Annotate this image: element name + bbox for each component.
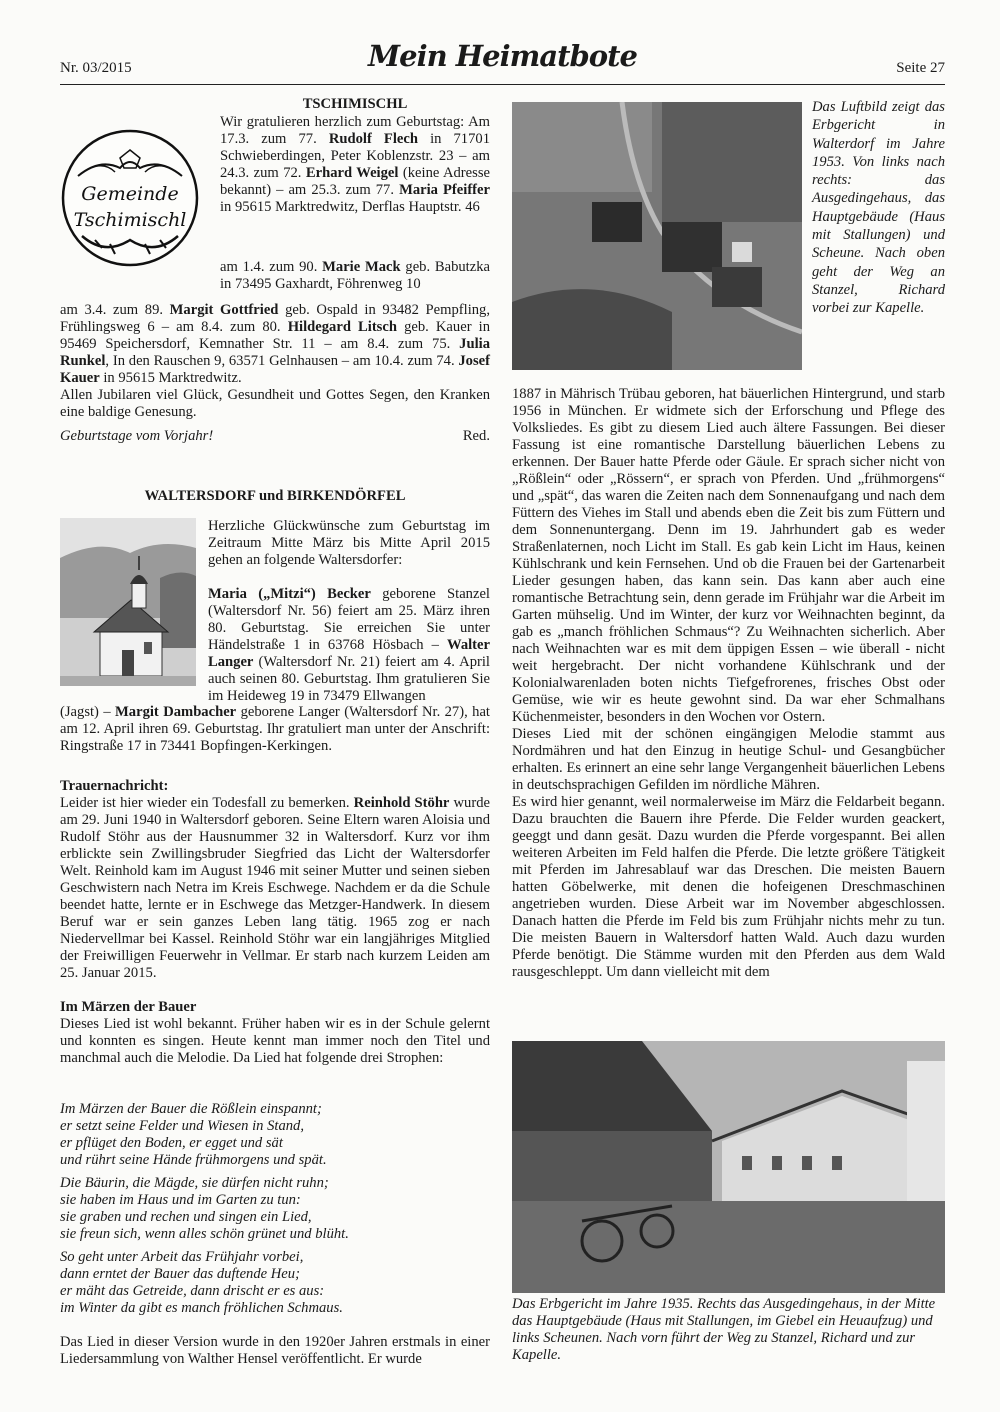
person-name: Julia Runkel <box>60 336 490 369</box>
seal-line-2: Tschimischl <box>73 209 187 231</box>
text-segment: geborene Langer (Waltersdorf Nr. 27), hat am 12. April ihren 69. Geburtstag. Ihr gratuliert man unter der Anschrift: Ringstraße 17 in 73441 Bopfingen-Kerkingen. <box>60 704 490 754</box>
person-name: Erhard Weigel <box>305 165 399 181</box>
page-header <box>60 39 945 85</box>
text-segment: wurde am 29. Juni 1940 in Waltersdorf geboren. Seine Eltern waren Aloisia und Rudolf Stöhr aus der Hausnummer 32 in Waltersdorf. Kurz vor ihm erblickte sein Zwillingsbruder Siegfried das Licht der Waltersdorfer Welt. Reinhold kam im August 1946 mit seiner Mutter und seinen sieben Geschwistern nach Netra im Kreis Eschwege. Nachdem er da die Schule beendet hatte, lernte er in Eschwege das Metzger-Handwerk. In diesem Beruf war er sein ganzes Leben lang tätig. 1965 zog er nach Niedervellmar bei Kassel. Reinhold Stöhr war ein langjähriges Mitglied der Freiwilligen Feuerwehr in Vellmar. Er starb nach kurzem Leiden am 25. Januar 2015. <box>60 795 490 981</box>
song-continued-paragraph-3: Es wird hier genannt, weil normalerweise im März die Feldarbeit begann. Dazu brauchten die Bauern ihre Pferde. Die Felder wurden geackert, geeggt und dann gesät. Dazu wurden die Pferde vorgespannt. Bei allen weiteren Arbeiten im Feld halfen die Pferde. Die letzte größere Tätigkeit mit Pferden im Jahresablauf war das Dreschen. Die meisten Bauern hatten Göbelwerke, mit denen die hofeigenen Dreschmaschinen angetrieben wurden. Diese Arbeit war im November abgeschlossen. Danach hatten die Pferde im Feld bis zum Frühjahr nichts mehr zu tun. Die meisten Bauern in Waltersdorf hatten Wald. Auch dazu wurden Pferde benötigt. Die Stämme wurden mit den Pferden aus dem Wald rausgeschleppt. Um dann vielleicht mit dem <box>512 794 945 980</box>
person-name: Hildegard Litsch <box>287 319 397 335</box>
aerial-photo-caption: Das Luftbild zeigt das Erbgericht in Walterdorf im Jahre 1953. Von links nach rechts: das Ausgedingehaus, das Hauptgebäude (Haus mit Stallungen) und Scheune. Nach oben geht der Weg an Stanzel, Richard vorbei zur Kapelle. <box>812 99 945 317</box>
text-segment: Wir gratulieren herzlich zum Geburtstag: Am 17.3. zum 77. <box>220 114 490 147</box>
text-segment: am 3.4. zum 89. <box>60 302 170 318</box>
song-stanza <box>60 1101 490 1169</box>
text-segment: am 1.4. zum 90. <box>220 259 323 275</box>
text-segment: in 95615 Marktredwitz, Derflas Hauptstr. 46 <box>220 199 480 215</box>
song-continued <box>512 386 945 981</box>
tschimischl-paragraph-1 <box>220 114 490 216</box>
text-segment: geb. Kauer in 95469 Speichersdorf, Kemnather Str. 11 – am 8.4. zum 75. <box>60 319 491 352</box>
tschimischl-paragraph-2 <box>220 259 490 293</box>
verse-line: Die Bäurin, die Mägde, sie dürfen nicht ruhn; <box>60 1175 329 1191</box>
issue-number: Nr. 03/2015 <box>60 60 132 76</box>
person-name: Rudolf Flech <box>328 131 418 147</box>
person-name: Marie Mack <box>322 259 401 275</box>
song-heading: Im Märzen der Bauer <box>60 999 197 1015</box>
waltersdorf-intro: Herzliche Glückwünsche zum Geburtstag im Zeitraum Mitte März bis Mitte April 2015 gehen an folgende Waltersdorfer: <box>208 518 490 568</box>
waltersdorf-heading: WALTERSDORF und BIRKENDÖRFEL <box>144 488 406 504</box>
person-name: Maria Pfeiffer <box>399 182 490 198</box>
song-verses <box>60 1101 490 1323</box>
song-stanza <box>60 1175 490 1243</box>
chapel-photo <box>60 518 196 686</box>
page-number: Seite 27 <box>896 60 945 76</box>
verse-line: im Winter da gibt es manch fröhlichen Schmaus. <box>60 1300 343 1316</box>
signature-note: Geburtstage vom Vorjahr! <box>60 428 214 444</box>
text-segment: geb. Ospald in 93482 Pempfling, Frühlingsweg 6 – am 8.4. zum 80. <box>60 302 490 335</box>
obituary-heading: Trauernachricht: <box>60 778 169 794</box>
text-segment: geborene Stanzel (Waltersdorf Nr. 56) feiert am 25. März ihren 80. Geburtstag. Sie erreichen Sie unter Händelstraße 1 in 63768 Hösbach – <box>208 586 490 653</box>
verse-line: sie graben und rechen und singen ein Lied, <box>60 1209 312 1225</box>
song-intro: Dieses Lied ist wohl bekannt. Früher haben wir es in der Schule gelernt und konnten es singen. Heute kennt man immer noch den Titel und manchmal auch die Melodie. Da Lied hat folgende drei Strophen: <box>60 1016 490 1066</box>
aerial-photo <box>512 102 802 370</box>
waltersdorf-paragraph-3 <box>60 704 490 755</box>
seal-line-1: Gemeinde <box>81 183 179 205</box>
farm-photo <box>512 1041 945 1293</box>
verse-line: er setzt seine Felder und Wiesen in Stand, <box>60 1118 304 1134</box>
tschimischl-signature <box>60 428 490 445</box>
tschimischl-heading: TSCHIMISCHL <box>302 96 408 112</box>
waltersdorf-paragraph-2 <box>208 586 490 705</box>
text-segment: (Jagst) – <box>60 704 116 720</box>
text-segment: in 95615 Marktredwitz. <box>99 370 242 386</box>
signature-editor: Red. <box>462 428 490 444</box>
verse-line: er mäht das Getreide, dann drischt er es aus: <box>60 1283 325 1299</box>
text-segment: , In den Rauschen 9, 63571 Gelnhausen – am 10.4. zum 74. <box>105 353 459 369</box>
verse-line: Im Märzen der Bauer die Rößlein einspannt; <box>60 1101 322 1117</box>
masthead-title: Mein Heimatbote <box>368 39 637 73</box>
text-segment: (Waltersdorf Nr. 21) feiert am 4. April auch seinen 80. Geburtstag. Ihm gratulieren Sie im Heideweg 19 in 73479 Ellwangen <box>208 654 490 704</box>
text-segment: in 71701 Schwieberdingen, Peter Koblenzstr. 23 – am 24.3. zum 72. <box>220 131 490 181</box>
text-segment: Allen Jubilaren viel Glück, Gesundheit und Gottes Segen, den Kranken eine baldige Genesung. <box>60 387 490 420</box>
person-name: Maria („Mitzi“) Becker <box>208 586 371 602</box>
verse-line: So geht unter Arbeit das Frühjahr vorbei, <box>60 1249 304 1265</box>
song-continued-paragraph-2: Dieses Lied mit der schönen eingängigen Melodie stammt aus Nordmähren und hat den Einzug in heutige Schul- und Gesangbücher erhalten. Es erinnert an eine sehr lange Vergangenheit bäuerlichen Lebens in deutschsprachigen Gefilden im nördliche Mähren. <box>512 726 945 793</box>
text-segment: geb. Babutzka in 73495 Gaxhardt, Föhrenweg 10 <box>220 259 490 292</box>
text-segment: (keine Adresse bekannt) – am 25.3. zum 77. <box>220 165 490 198</box>
text-segment: Leider ist hier wieder ein Todesfall zu bemerken. <box>60 795 354 811</box>
person-name: Reinhold Stöhr <box>353 795 450 811</box>
person-name: Josef Kauer <box>60 353 490 386</box>
obituary-text <box>60 795 490 982</box>
song-after-verses: Das Lied in dieser Version wurde in den 1920er Jahren erstmals in einer Liedersammlung von Walther Hensel veröffentlicht. Er wurde <box>60 1334 490 1367</box>
verse-line: sie freun sich, wenn alles schön grünet und blüht. <box>60 1226 349 1242</box>
verse-line: er pflüget den Boden, er egget und sät <box>60 1135 283 1151</box>
person-name: Walter Langer <box>208 637 490 670</box>
person-name: Margit Gottfried <box>169 302 279 318</box>
person-name: Margit Dambacher <box>115 704 237 720</box>
gemeinde-seal-image <box>60 128 200 268</box>
farm-photo-caption: Das Erbgericht im Jahre 1935. Rechts das Ausgedingehaus, in der Mitte das Hauptgebäude (Haus mit Stallungen, im Giebel ein Heuaufzug) und links Scheunen. Nach vorn führt der Weg zu Stanzel, Richard und zur Kapelle. <box>512 1296 936 1363</box>
verse-line: dann erntet der Bauer das duftende Heu; <box>60 1266 300 1282</box>
song-continued-paragraph-1: 1887 in Mährisch Trübau geboren, hat bäuerlichen Hintergrund, und starb 1956 in München. Er widmete sich der Erforschung und Pflege des Volksliedes. Es gibt zu diesem Lied auch ältere Fassungen. Bei dieser Fassung ist eine romantische Darstellung bäuerlichen Lebens zu erkennen. Der Bauer hatte Pferde oder Gäule. Er sprach sicher nicht von „Rößlein“ oder „Rössern“, er sprach von Pferden. Und „frühmorgens“ und „spät“, das waren die Zeiten nach dem Sonnenaufgang und nach dem Füttern des Viehes im Stall und abends eben die Zeit bis zum Füttern und dem Sonnenuntergang. Denn im 19. Jahrhundert gab es weder Straßenlaternen, noch Licht im Stall. Es gab kein Licht im Haus, keinen Kühlschrank und kein Fernsehen. Und ob die Frauen bei der Gartenarbeit Lieder gesungen haben, das kann sein. Das kann aber auch eine romantische Betrachtung sein, denn gerade im Frühjahr war die Arbeit im Garten mühselig. Und im Winter, der kurz vor Weihnachten beginnt, da gab es „manch fröhlichen Schmaus“? Zu Weihnachten sicherlich. Aber nach Weihnachten war es mit dem üppigen Essen – wie überall - nicht weit hergebracht. Der nicht vorhandene Kühlschrank und der Kolonialwarenladen boten nichts Tiefgefrorenes, frisches Obst oder Gemüse, wie wir es heute gewohnt sind. Da war eher Schmalhans Küchenmeister, besonders in den Wochen vor Ostern. <box>512 386 945 725</box>
verse-line: und rührt seine Hände frühmorgens und spät. <box>60 1152 327 1168</box>
song-stanza <box>60 1249 490 1317</box>
verse-line: sie haben im Haus und im Garten zu tun: <box>60 1192 301 1208</box>
tschimischl-paragraph-3 <box>60 302 490 421</box>
